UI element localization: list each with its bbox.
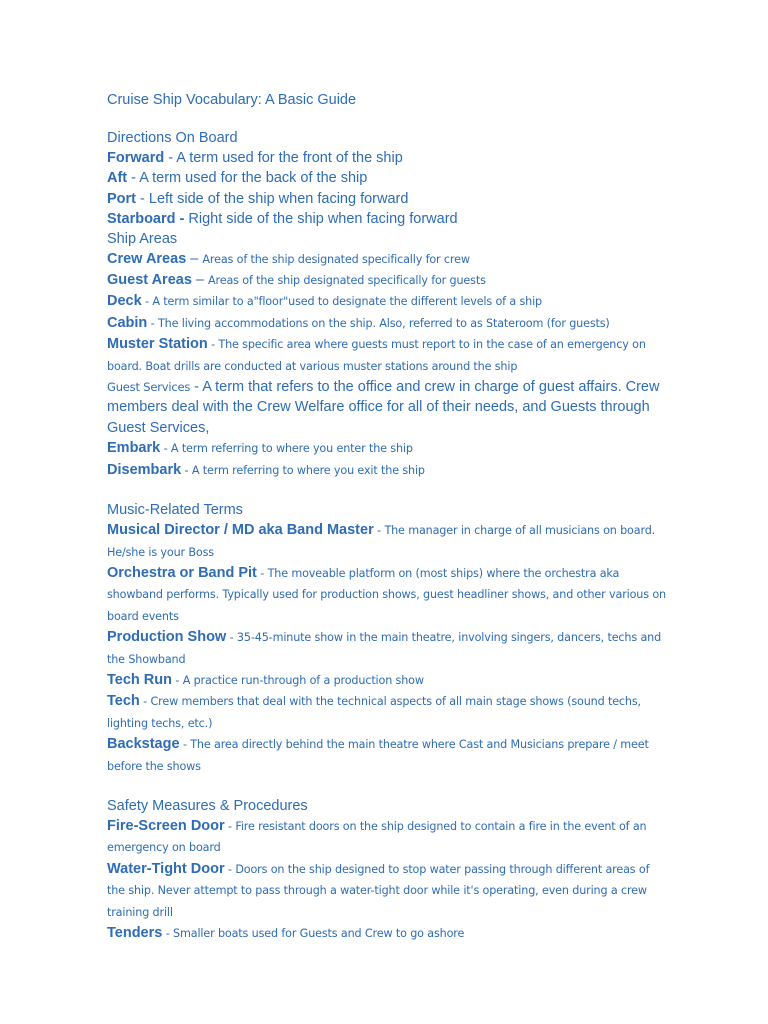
term-definition: The area directly behind the main theatre where Cast and Musicians prepare / meet before the shows [107, 738, 649, 773]
term-separator: - [224, 862, 236, 876]
term-label: Musical Director / MD aka Band Master [107, 522, 374, 539]
term-separator: - [226, 631, 237, 645]
term-separator: - [181, 463, 192, 477]
term-separator: - [127, 170, 140, 187]
term-entry [107, 209, 667, 229]
term-definition: The specific area where guests must report to in the case of an emergency on board. Boat drills are conducted at various muster stations around the ship [107, 338, 646, 373]
section-ship-areas [107, 230, 667, 481]
term-separator: – [186, 250, 203, 267]
term-label: Tech Run [107, 671, 172, 688]
term-label: Tech [107, 693, 140, 710]
term-entry [107, 168, 667, 188]
section-music-related-terms [107, 501, 667, 777]
term-definition: 35-45-minute show in the main theatre, involving singers, dancers, techs and the Showband [107, 631, 662, 666]
term-entry [107, 249, 667, 270]
term-definition: Right side of the ship when facing forward [188, 211, 458, 228]
term-definition: A term referring to where you enter the ship [170, 442, 413, 456]
term-label: Muster Station [107, 336, 208, 353]
term-definition: A practice run-through of a production show [182, 673, 424, 687]
term-separator: - [141, 295, 153, 309]
term-definition: Smaller boats used for Guests and Crew to go ashore [173, 927, 465, 940]
term-label: Starboard - [107, 211, 185, 228]
term-definition: Crew members that deal with the technical aspects of all main stage shows (sound techs, lighting techs, etc.) [107, 695, 641, 730]
term-definition: Left side of the ship when facing forward [148, 190, 409, 207]
section-spacer [107, 777, 667, 797]
document-title: Cruise Ship Vocabulary: A Basic Guide [107, 92, 357, 108]
term-separator: - [207, 338, 219, 352]
section-heading: Safety Measures & Procedures [107, 797, 308, 814]
term-separator: - [224, 819, 236, 833]
term-separator: - [162, 927, 174, 940]
term-separator: – [191, 272, 209, 289]
term-separator: - [139, 695, 151, 709]
term-separator: - [190, 379, 203, 396]
term-separator: - [256, 566, 268, 580]
term-entry [107, 520, 667, 563]
document-page [107, 91, 667, 944]
term-definition: A term used for the back of the ship [139, 170, 368, 187]
term-label: Tenders [107, 925, 163, 941]
term-label: Production Show [107, 629, 227, 646]
term-entry [107, 438, 667, 459]
term-definition: A term that refers to the office and crew in charge of guest affairs. Crew members deal with the Crew Welfare office for all of their needs, and Guests through Guest Services, [107, 379, 660, 436]
section-directions-on-board [107, 129, 667, 230]
term-label: Crew Areas [107, 250, 187, 267]
term-definition: A term used for the front of the ship [176, 150, 403, 166]
term-entry [107, 734, 667, 777]
term-separator: - [147, 316, 158, 330]
section-heading: Directions On Board [107, 130, 238, 146]
term-entry [107, 859, 667, 923]
term-label: Water-Tight Door [107, 860, 225, 877]
term-entry [107, 627, 667, 670]
term-separator: - [164, 150, 177, 166]
term-definition: Areas of the ship designated specifically for crew [202, 252, 470, 266]
term-definition: The living accommodations on the ship. Also, referred to as Stateroom (for guests) [157, 316, 610, 330]
section-heading: Music-Related Terms [107, 502, 243, 519]
term-separator: - [171, 673, 183, 687]
term-entry [107, 563, 667, 627]
term-separator: - [160, 442, 171, 456]
section-safety-measures [107, 797, 667, 944]
term-label: Backstage [107, 736, 180, 753]
term-entry [107, 460, 667, 481]
term-label: Guest Services [107, 380, 191, 395]
term-definition: Areas of the ship designated specifically for guests [208, 274, 486, 288]
term-entry [107, 691, 667, 734]
term-entry [107, 377, 667, 438]
term-definition: The moveable platform on (most ships) where the orchestra aka showband performs. Typically used for production shows, guest headliner shows, and other various on board events [107, 566, 666, 623]
term-label: Guest Areas [107, 272, 192, 289]
term-label: Deck [107, 293, 142, 310]
term-label: Embark [107, 440, 161, 457]
term-definition: A term referring to where you exit the ship [191, 463, 425, 477]
section-heading: Ship Areas [107, 230, 178, 247]
term-entry [107, 670, 667, 691]
term-entry [107, 313, 667, 334]
term-definition: Fire resistant doors on the ship designed to contain a fire in the event of an emergency on board [107, 819, 647, 855]
section-spacer [107, 481, 667, 501]
term-separator: - [373, 524, 385, 538]
term-entry [107, 270, 667, 291]
term-entry [107, 923, 667, 944]
term-label: Fire-Screen Door [107, 817, 225, 834]
term-entry [107, 189, 667, 209]
term-label: Port [107, 190, 136, 207]
term-label: Aft [107, 170, 128, 187]
term-definition: A term similar to a"floor"used to designate the different levels of a ship [152, 295, 543, 309]
term-definition: Doors on the ship designed to stop water passing through different areas of the ship. Never attempt to pass through a water-tight door while it's operating, even during a crew training drill [107, 862, 650, 919]
term-label: Orchestra or Band Pit [107, 564, 257, 581]
term-entry [107, 291, 667, 312]
term-label: Forward [107, 150, 165, 166]
term-definition: The manager in charge of all musicians on board. He/she is your Boss [107, 524, 656, 559]
term-label: Cabin [107, 314, 148, 331]
term-separator: - [179, 738, 191, 752]
term-entry [107, 148, 667, 168]
term-separator: - [136, 190, 149, 207]
term-entry [107, 334, 667, 377]
term-entry [107, 816, 667, 859]
term-label: Disembark [107, 461, 182, 478]
